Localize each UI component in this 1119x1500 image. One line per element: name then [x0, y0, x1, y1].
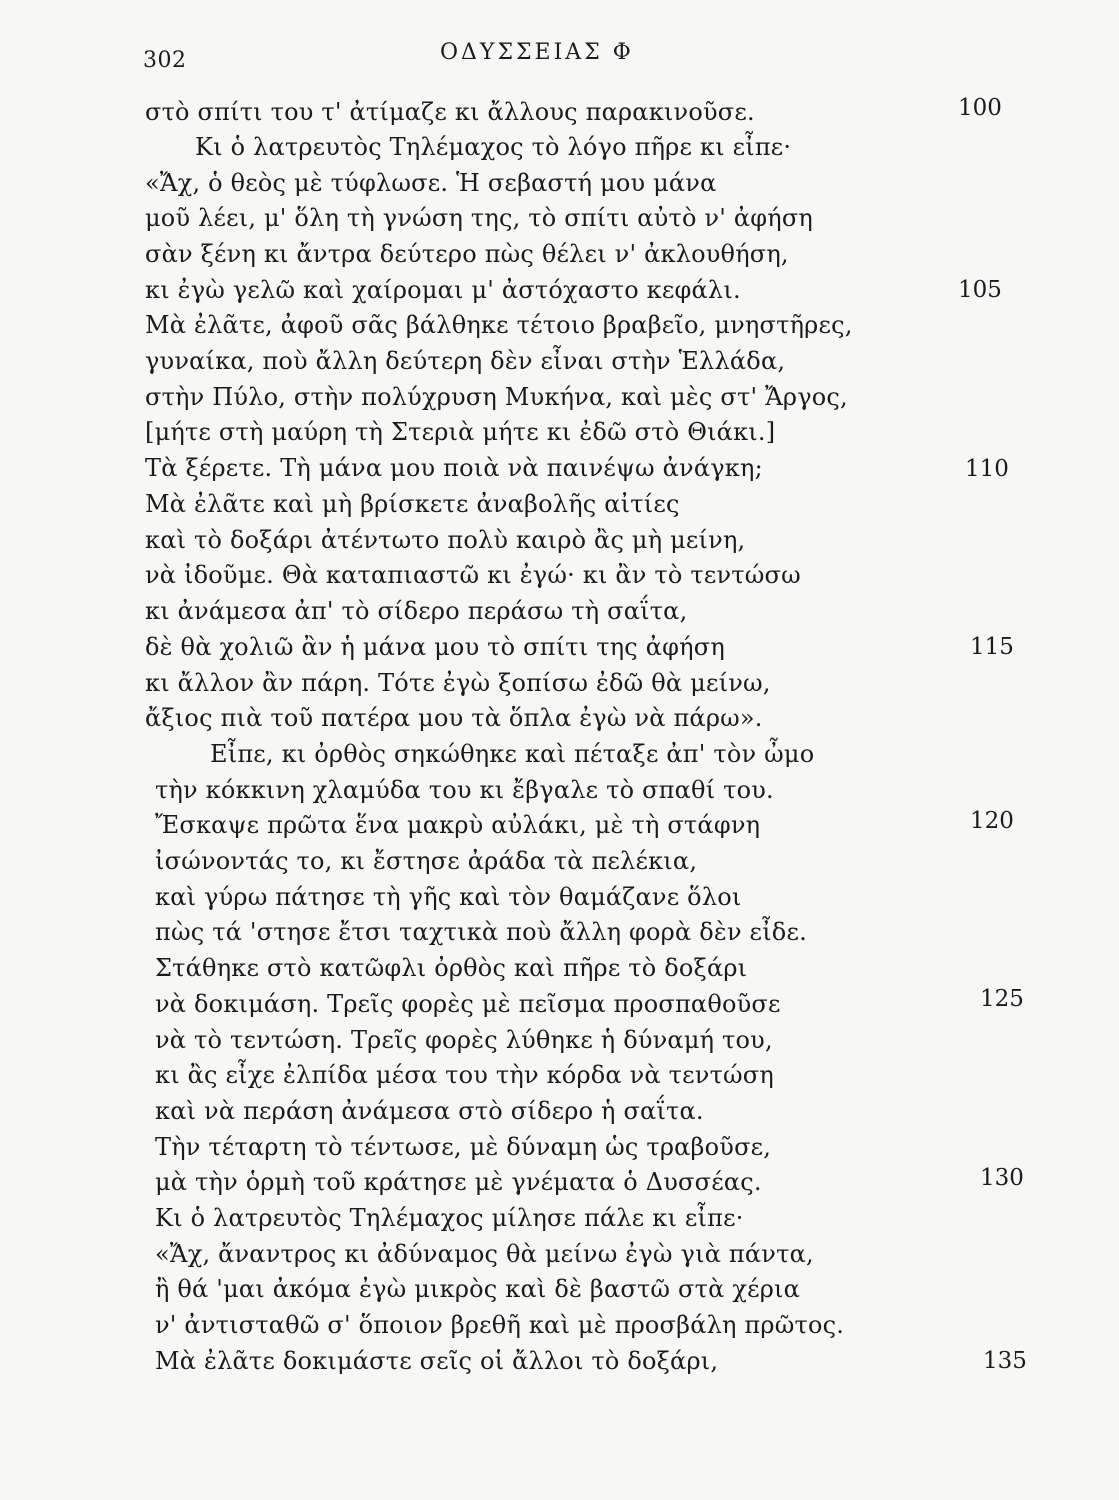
verse-line: στὸ σπίτι του τ' ἀτίμαζε κι ἄλλους παρακινοῦσε. — [145, 98, 755, 126]
verse-line: καὶ γύρω πάτησε τὴ γῆς καὶ τὸν θαμάζανε ὅλοι — [155, 883, 742, 911]
verse-line: Μὰ ἐλᾶτε, ἀφοῦ σᾶς βάλθηκε τέτοιο βραβεῖο, μνηστῆρες, — [145, 311, 853, 339]
verse-line: Μὰ ἐλᾶτε καὶ μὴ βρίσκετε ἀναβολῆς αἰτίες — [145, 490, 680, 518]
verse-line: μὰ τὴν ὁρμὴ τοῦ κράτησε μὲ γνέματα ὁ Δυσσέας. — [155, 1168, 762, 1196]
verse-line: δὲ θὰ χολιῶ ἂν ἡ μάνα μου τὸ σπίτι της ἀφήση — [145, 633, 725, 661]
page-number: 302 — [143, 48, 187, 73]
verse-line: Στάθηκε στὸ κατῶφλι ὀρθὸς καὶ πῆρε τὸ δοξάρι — [155, 954, 748, 982]
verse-line: [μήτε στὴ μαύρη τὴ Στεριὰ μήτε κι ἐδῶ στὸ Θιάκι.] — [145, 418, 776, 446]
verse-line: κι ἂς εἶχε ἐλπίδα μέσα του τὴν κόρδα νὰ τεντώση — [155, 1061, 774, 1089]
line-number: 115 — [970, 634, 1014, 660]
line-number: 110 — [965, 456, 1009, 482]
verse-line: καὶ τὸ δοξάρι ἀτέντωτο πολὺ καιρὸ ἂς μὴ μείνη, — [145, 526, 746, 554]
line-number: 120 — [970, 808, 1014, 834]
verse-line: ν' ἀντισταθῶ σ' ὅποιον βρεθῆ καὶ μὲ προσβάλη πρῶτος. — [155, 1311, 845, 1339]
verse-line: γυναίκα, ποὺ ἄλλη δεύτερη δὲν εἶναι στὴν Ἑλλάδα, — [145, 347, 786, 375]
verse-line: καὶ νὰ περάση ἀνάμεσα στὸ σίδερο ἡ σαΐτα. — [155, 1097, 704, 1125]
verse-line: Τὰ ξέρετε. Τὴ μάνα μου ποιὰ νὰ παινέψω ἀνάγκη; — [145, 454, 763, 482]
verse-line: μοῦ λέει, μ' ὅλη τὴ γνώση της, τὸ σπίτι αὐτὸ ν' ἀφήση — [145, 204, 813, 232]
verse-line: τὴν κόκκινη χλαμύδα του κι ἔβγαλε τὸ σπαθί του. — [155, 776, 774, 804]
verse-line: Μὰ ἐλᾶτε δοκιμάστε σεῖς οἱ ἄλλοι τὸ δοξάρι, — [155, 1347, 719, 1375]
verse-line: νὰ ἰδοῦμε. Θὰ καταπιαστῶ κι ἐγώ· κι ἂν τὸ τεντώσω — [145, 561, 801, 589]
line-number: 130 — [980, 1165, 1024, 1191]
verse-line: κι ἀνάμεσα ἀπ' τὸ σίδερο περάσω τὴ σαΐτα, — [145, 597, 688, 625]
line-number: 105 — [958, 277, 1002, 303]
verse-line: Κι ὁ λατρευτὸς Τηλέμαχος μίλησε πάλε κι εἶπε· — [155, 1204, 744, 1232]
verse-line: κι ἐγὼ γελῶ καὶ χαίρομαι μ' ἀστόχαστο κεφάλι. — [145, 276, 741, 304]
verse-line: νὰ τὸ τεντώση. Τρεῖς φορὲς λύθηκε ἡ δύναμή του, — [155, 1026, 773, 1054]
verse-line: Κι ὁ λατρευτὸς Τηλέμαχος τὸ λόγο πῆρε κι εἶπε· — [195, 133, 792, 161]
verse-line: στὴν Πύλο, στὴν πολύχρυση Μυκήνα, καὶ μὲς στ' Ἄργος, — [145, 383, 848, 411]
line-number: 135 — [983, 1348, 1027, 1374]
verse-line: «Ἄχ, ὁ θεὸς μὲ τύφλωσε. Ἡ σεβαστή μου μάνα — [145, 169, 717, 197]
verse-line: πὼς τά 'στησε ἔτσι ταχτικὰ ποὺ ἄλλη φορὰ δὲν εἶδε. — [155, 918, 807, 946]
verse-line: ἢ θά 'μαι ἀκόμα ἐγὼ μικρὸς καὶ δὲ βαστῶ στὰ χέρια — [155, 1275, 801, 1303]
running-head: ΟΔΥΣΣΕΙΑΣ Φ — [440, 40, 634, 65]
verse-line: Εἶπε, κι ὀρθὸς σηκώθηκε καὶ πέταξε ἀπ' τὸν ὦμο — [210, 740, 815, 768]
verse-line: Ἔσκαψε πρῶτα ἕνα μακρὺ αὐλάκι, μὲ τὴ στάφνη — [155, 811, 761, 839]
verse-line: κι ἄλλον ἂν πάρη. Τότε ἐγὼ ξοπίσω ἐδῶ θὰ μείνω, — [145, 669, 771, 697]
verse-line: σὰν ξένη κι ἄντρα δεύτερο πὼς θέλει ν' ἀκλουθήση, — [145, 240, 789, 268]
verse-line: ἰσώνοντάς το, κι ἔστησε ἀράδα τὰ πελέκια, — [155, 847, 698, 875]
line-number: 100 — [958, 95, 1002, 121]
line-number: 125 — [980, 986, 1024, 1012]
verse-line: ἄξιος πιὰ τοῦ πατέρα μου τὰ ὅπλα ἐγὼ νὰ πάρω». — [145, 704, 763, 732]
verse-line: «Ἄχ, ἄναντρος κι ἀδύναμος θὰ μείνω ἐγὼ γιὰ πάντα, — [155, 1240, 814, 1268]
verse-line: Τὴν τέταρτη τὸ τέντωσε, μὲ δύναμη ὡς τραβοῦσε, — [155, 1133, 772, 1161]
verse-line: νὰ δοκιμάση. Τρεῖς φορὲς μὲ πεῖσμα προσπαθοῦσε — [155, 990, 781, 1018]
